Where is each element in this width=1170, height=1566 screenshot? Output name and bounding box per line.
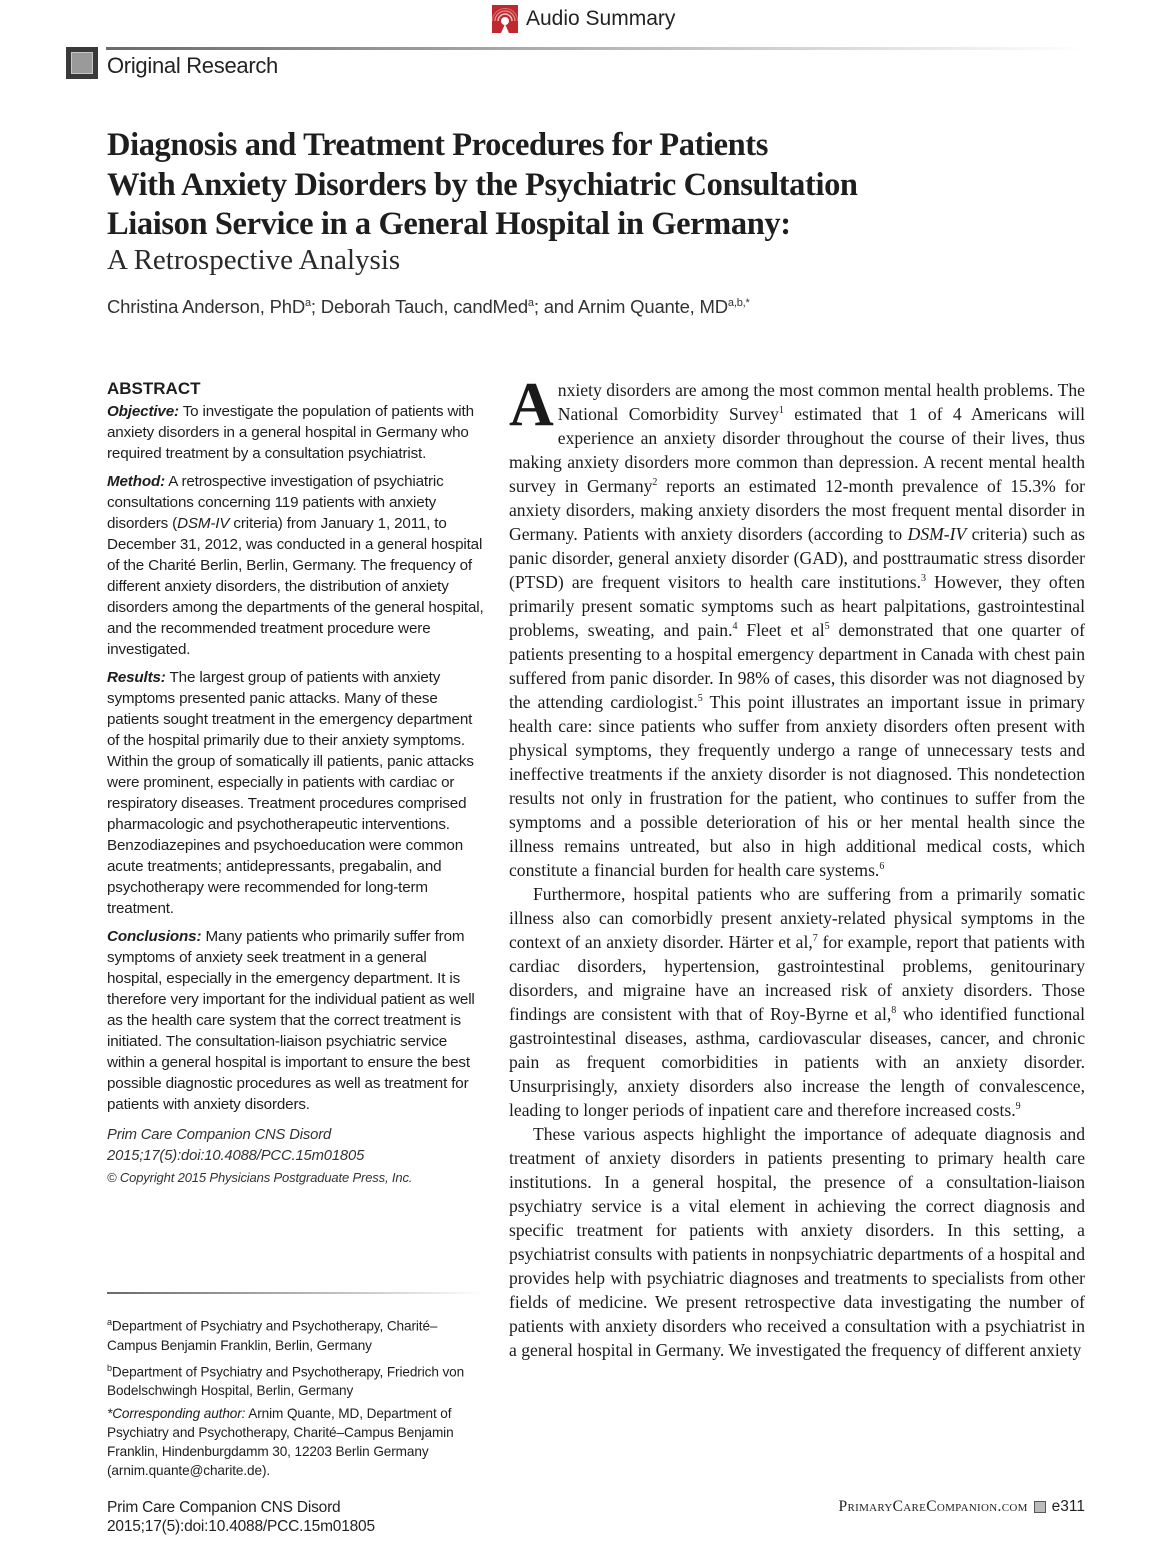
abstract-heading: ABSTRACT [107,379,201,398]
body-text: This point illustrates an important issue in primary health care: since patients who suffer from anxiety disorders often present with physical symptoms, they frequently undergo a range of unnecessary tests and ineffective treatments if the anxiety disorder is not diagnosed. This nondetection results not only in frustration for the patient, who continues to suffer from the symptoms and a possible deterioration of his or her mental health since the illness remains untreated, but also in high additional medical costs, which constitute a financial burden for health care systems. [509,692,1085,880]
body-paragraph [509,1122,1085,1362]
method-text: A retrospective investigation of psychiatric consultations concerning 119 patients with anxiety disorders ( [107,473,444,532]
footer-journal: Prim Care Companion CNS Disord [107,1499,341,1516]
affiliation-a [107,1313,485,1355]
title-line: With Anxiety Disorders by the Psychiatric Consultation [107,166,858,203]
audio-summary-icon [492,5,518,33]
body-text: However, they often primarily present somatic symptoms such as heart palpitations, gastrointestinal problems, sweating, and pain. [509,572,1085,640]
body-text: estimated that 1 of 4 Americans will experience an anxiety disorder throughout the course of their lives, thus making anxiety disorders more common than depression. A recent mental health survey in Germany [509,404,1085,496]
abstract-method [107,471,485,660]
objective-label: Objective: [107,403,179,420]
article-body [509,371,1086,1362]
title-line: Liaison Service in a General Hospital in Germany: [107,206,791,242]
body-text: Furthermore, hospital patients who are suffering from a primarily somatic illness also can comorbidly present anxiety-related physical symptoms in the context of an anxiety disorder. Härter et al, [509,884,1085,952]
reference-marker: 1 [778,405,784,417]
body-text: nxiety disorders are among the most common mental health problems. The National Comorbidity Survey [557,380,1085,424]
affiliation-b [107,1359,485,1401]
reference-marker: 4 [732,621,738,633]
footer-doi: 2015;17(5):doi:10.4088/PCC.15m01805 [107,1518,375,1535]
citation-journal: Prim Care Companion CNS Disord [107,1127,332,1143]
abstract-results [107,667,485,919]
corresponding-author-text: Arnim Quante, MD, Department of Psychiatry and Psychotherapy, Charité–Campus Benjamin Franklin, Hindenburgdamm 30, 12203 Berlin Germany (arnim.quante@charite.de). [107,1406,454,1479]
affiliations-divider [107,1292,482,1294]
objective-text: To investigate the population of patients with anxiety disorders in a general hospital in Germany who required treatment by a consultation psychiatrist. [107,403,474,462]
section-marker-icon [66,47,98,79]
abstract-objective [107,401,485,464]
body-text: who identified functional gastrointestinal diseases, asthma, cardiovascular diseases, cancer, and chronic pain as frequent comorbidities in patients with an anxiety disorder. Unsurprisingly, anxiety disorders also increase the length of convalescence, leading to longer periods of inpatient care and therefore increased costs. [509,1004,1086,1120]
affiliations [107,1313,485,1480]
footer-citation [107,1498,375,1536]
article-title [107,126,1007,245]
reference-marker: 5 [824,621,830,633]
reference-marker: 2 [652,477,658,489]
corresponding-author [107,1404,485,1480]
body-text: These various aspects highlight the importance of adequate diagnosis and treatment of anxiety disorders in patients presenting to primary health care institutions. In a general hospital, the presence of a consultation-liaison psychiatry service is a vital element in achieving the correct diagnosis and specific treatment for patients with anxiety disorders. In this setting, a psychiatrist consults with patients in nonpsychiatric departments of a hospital and provides help with psychiatric diagnoses and treatments to specialists from other fields of medicine. We present retrospective data investigating the number of patients with anxiety disorders who received a consultation with a psychiatrist in a general hospital in Germany. We investigated the frequency of different anxiety [509,1124,1085,1360]
square-bullet-icon [1034,1501,1046,1513]
affiliation-marker: b [107,1362,112,1373]
body-text: demonstrated that one quarter of patients presenting to a hospital emergency department in Canada with chest pain suffered from panic disorder. In 98% of cases, this disorder was not diagnosed by the attending cardiologist. [509,620,1085,712]
method-italic: DSM-IV [177,515,230,532]
author-separator: ; [310,296,321,317]
reference-marker: 9 [1015,1101,1021,1113]
abstract [107,378,485,1188]
reference-marker: 8 [891,1005,897,1017]
audio-summary-button[interactable] [492,4,675,34]
author-separator: ; and [533,296,578,317]
audio-summary-label: Audio Summary [526,7,676,30]
body-paragraph [509,882,1085,1122]
affiliation-marker: a [107,1317,112,1327]
abstract-conclusions [107,926,485,1115]
author-affiliation-marker: a,b,* [727,296,750,309]
conclusions-label: Conclusions: [107,928,202,945]
conclusions-text: Many patients who primarily suffer from symptoms of anxiety seek treatment in a general hospital, especially in the emergency department. It is therefore very important for the individual patient as well as the health care system that the correct treatment is initiated. The consultation-liaison psychiatric service within a general hospital is important to ensure the best possible diagnostic procedures as well as treatment for patients with anxiety disorders. [107,928,475,1113]
author-name: Christina Anderson, PhD [107,296,305,317]
footer-site [839,1498,1085,1516]
italic-text: DSM-IV [907,524,967,544]
section-label: Original Research [107,53,278,78]
results-text: The largest group of patients with anxiety symptoms presented panic attacks. Many of these patients sought treatment in the emergency department of the hospital primarily due to their anxiety symptoms. Within the group of somatically ill patients, panic attacks were prominent, especially in patients with cardiac or respiratory diseases. Treatment procedures comprised pharmacologic and psychotherapeutic interventions. Benzodiazepines and psychoeducation were common acute treatments; antidepressants, pregabalin, and psychotherapy were recommended for long-term treatment. [107,669,474,917]
author-name: Arnim Quante, MD [577,296,728,317]
method-text: criteria) from January 1, 2011, to December 31, 2012, was conducted in a general hospital of the Charité Berlin, Berlin, Germany. The frequency of different anxiety disorders, the distribution of anxiety disorders among the departments of the general hospital, and the recommended treatment procedure were investigated. [107,515,484,658]
footer-site-link[interactable]: PrimaryCareCompanion.com [838,1498,1028,1515]
article-subtitle: A Retrospective Analysis [107,244,401,276]
body-text: reports an estimated 12-month prevalence of 15.3% for anxiety disorders, making anxiety disorders the most frequent mental disorder in Germany. Patients with anxiety disorders (according to [509,476,1085,544]
affiliation-text: Department of Psychiatry and Psychotherapy, Charité–Campus Benjamin Franklin, Berlin, Germany [107,1318,438,1353]
corresponding-author-label: *Corresponding author: [107,1406,246,1422]
reference-marker: 3 [921,573,927,585]
author-name: Deborah Tauch, candMed [320,296,528,317]
body-paragraph [509,371,1085,882]
section-divider [106,47,1086,50]
copyright: © Copyright 2015 Physicians Postgraduate Press, Inc. [107,1170,413,1185]
author-affiliation-marker: a [527,296,534,309]
reference-marker: 7 [812,933,818,945]
citation-doi[interactable]: 2015;17(5):doi:10.4088/PCC.15m01805 [107,1148,365,1164]
reference-marker: 5 [697,693,703,705]
affiliation-text: Department of Psychiatry and Psychotherapy, Friedrich von Bodelschwingh Hospital, Berlin, Germany [107,1364,465,1399]
method-label: Method: [107,473,165,490]
author-affiliation-marker: a [304,296,311,309]
results-label: Results: [107,669,166,686]
citation [107,1125,485,1188]
body-text: Fleet et al [737,620,825,640]
drop-cap: A [509,371,554,439]
title-line: Diagnosis and Treatment Procedures for Patients [107,127,768,163]
author-list [107,296,750,318]
body-text: criteria) such as panic disorder, general anxiety disorder (GAD), and posttraumatic stress disorder (PTSD) are frequent visitors to health care institutions. [509,524,1085,592]
reference-marker: 6 [879,861,885,873]
page-number: e311 [1051,1498,1085,1515]
body-text: for example, report that patients with cardiac disorders, hypertension, gastrointestinal problems, genitourinary disorders, and migraine have an increased risk of anxiety disorders. Those findings are consistent with that of Roy-Byrne et al, [509,932,1085,1024]
